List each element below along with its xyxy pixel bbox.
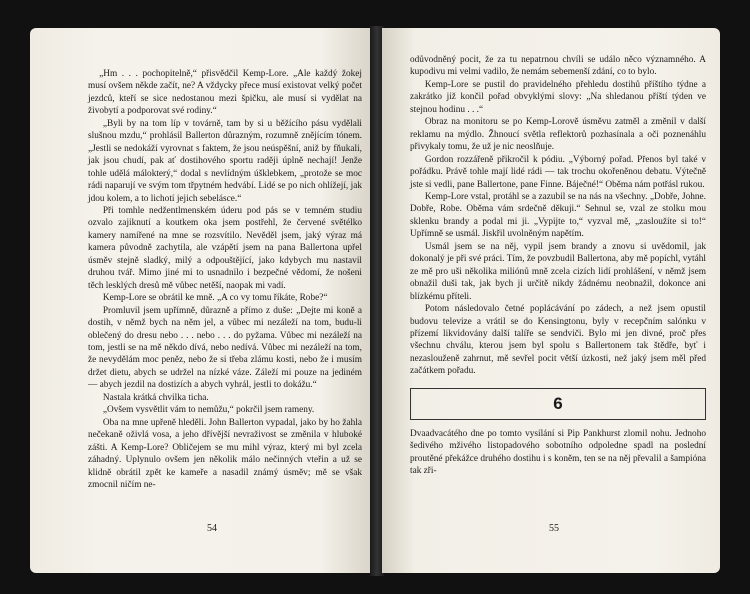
paragraph: Kemp-Lore se pustil do pravidelného přehledu dostihů příštího týdne a zakrátko již končil pořad obvyklými slovy: „Na shledanou příští týden ve stejnou hodinu . . .“ xyxy=(410,79,706,115)
paragraph: Oba na mne upřeně hleděli. John Ballerton vypadal, jako by ho žahla nečekaně oživlá vosa, a jeho dřívější nevraživost se změnila v hluboké zášti. A Kemp-Lore? Obličejem se mu mihl výraz, který mi byl zcela záhadný. Uplynulo ovšem jen několik málo nečinných vteřin a už se klidně obrátil zpět ke kameře a nasadil známý úsměv; mě se však zmocnil ničím ne- xyxy=(88,417,362,490)
paragraph: Dvaadvacátého dne po tomto vysílání si Pip Pankhurst zlomil nohu. Jednoho šedivého mživého listopadového sobotního odpoledne spadl na poslední proutěné překážce druhého dostihu i s koněm, ten se na něj převalil a šampióna tak zři- xyxy=(410,428,706,477)
paragraph: Při tomhle nedžentlmenském úderu pod pás se v temném studiu ozvalo zajiknutí a koutkem oka jsem postřehl, že červené světélko kamery namířené na mne se rozsvítilo. Nevěděl jsem, jaký výraz má kamera původně zachytila, ale vzápětí jsem na pana Ballertona upřel úsměv stejně sladký, milý a odpouštějící, jako kdybych mu nastavil druhou tvář. Mimo jiné mi to usnadnilo i bezpečné vědomí, že nošeni těch lesklých dresů mě vůbec netěší, naopak mi vadí. xyxy=(88,205,362,291)
paragraph: Obraz na monitoru se po Kemp-Lorově úsměvu zatměl a změnil v další reklamu na mýdlo. Žhnoucí světla reflektorů pozhasínala a oči poznenáhlu přivykaly tomu, že už je nic neoslňuje. xyxy=(410,117,706,153)
paragraph: Gordon rozzářeně přikročil k pódiu. „Výborný pořad. Přenos byl také v pořádku. Právě tohle mají lidé rádi — tak trochu okořeněnou debatu. Výtečně jste si vedli, pane Ballertone, pane Finne. Báječné!“ Oběma nám potřásl rukou. xyxy=(410,154,706,190)
paragraph: „Hm . . . pochopitelně,“ přisvědčil Kemp-Lore. „Ale každý žokej musí ovšem někde začít, ne? A vždycky přece musí existovat velký počet jezdců, kteří se sice nedostanou mezi špičku, ale musí si vydělat na živobytí a podporovat své rodiny.“ xyxy=(88,69,362,117)
page-number: 54 xyxy=(207,522,217,534)
left-page-text xyxy=(88,68,362,491)
paragraph: „Ovšem vysvětlit vám to nemůžu,“ pokrčil jsem rameny. xyxy=(102,405,315,416)
paragraph: Kemp-Lore se obrátil ke mně. „A co vy tomu říkáte, Robe?“ xyxy=(102,293,328,304)
page-number: 55 xyxy=(549,522,559,534)
paragraph: Nastala krátká chvilka ticha. xyxy=(102,392,209,403)
chapter-heading: 6 xyxy=(410,388,706,420)
right-page-text xyxy=(410,54,706,478)
paragraph: Potom následovalo četné poplácávání po zádech, a než jsem opustil budovu televize a vrátil se do Kensingtonu, byly v recepčním salónku v přízemí likvidovány další talíře se sendviči. Bylo mi jen divné, proč přes všechnu chválu, kterou jsem byl spolu s Ballertonem tak štědře, byť i nezaslouženě zahrnut, mě sevřel pocit větší úzkosti, než jaký jsem měl před začátkem pořadu. xyxy=(410,304,706,377)
right-page xyxy=(382,28,720,573)
paragraph: „Byli by na tom líp v továrně, tam by si u běžícího pásu vydělali slušnou mzdu,“ prohlásil Ballerton důrazným, rozumně znějícím tónem. „Jestli se nedokáží vyrovnat s faktem, že jsou neúspěšní, aniž by fňukali, jak jsou chudí, pak ať dostihového sportu raději úplně nechají! Jenže tohle udělá málokterý,“ dodal s nevlídným úšklebkem, „protože se moc rádi naparují ve svým tom třpytném hedvábí. Lidé se po nich ohlížejí, jak jdou kolem, a to lichotí jejich sebelásce.“ xyxy=(88,118,362,204)
paragraph: odůvodněný pocit, že za tu nepatrnou chvíli se událo něco významného. A kupodivu mi velmi vadilo, že nemám sebemenší zdání, co to bylo. xyxy=(410,55,706,78)
paragraph: Kemp-Lore vstal, protáhl se a zazubil se na nás na všechny. „Dobře, Johne. Dobře, Robe. Oběma vám srdečně děkuji.“ Sehnul se, vzal ze stolku mou sklenku brandy a podal mi ji. „Vypijte to,“ vyzval mě, „zasloužíte si to!“ Upřímně se usmál. Jiskřil uvolněným napětím. xyxy=(410,191,706,240)
paragraph: Promluvil jsem upřímně, důrazně a přímo z duše: „Dejte mi koně a dostih, v němž bych na něm jel, a vůbec mi nezáleží na tom, budu-li oblečený do dresu nebo . . . nebo . . . do pyžama. Vůbec mi nezáleží na tom, jestli se na mě někdo dívá, nebo nedívá. Vůbec mi nezáleží na tom, že nevydělám moc peněz, nebo že si třeba zlámu kosti, nebo že i musím držet dietu, abych se udržel na nízké váze. Záleží mi pouze na jediném — abych jezdil na dostizích a abych vyhrál, jestli to dokážu.“ xyxy=(88,305,362,391)
paragraph: Usmál jsem se na něj, vypil jsem brandy a znovu si uvědomil, jak dokonalý je při své práci. Tím, že povzbudil Ballertona, aby mě popíchl, vytáhl ze mě pro uši několika miliónů mně zcela cizích lidí prohlášení, v němž jsem obnažil duši tak, jak bych ji určitě nikdy žádnému neobnažil, dokonce ani blízkému příteli. xyxy=(410,241,706,302)
left-page xyxy=(30,28,372,573)
